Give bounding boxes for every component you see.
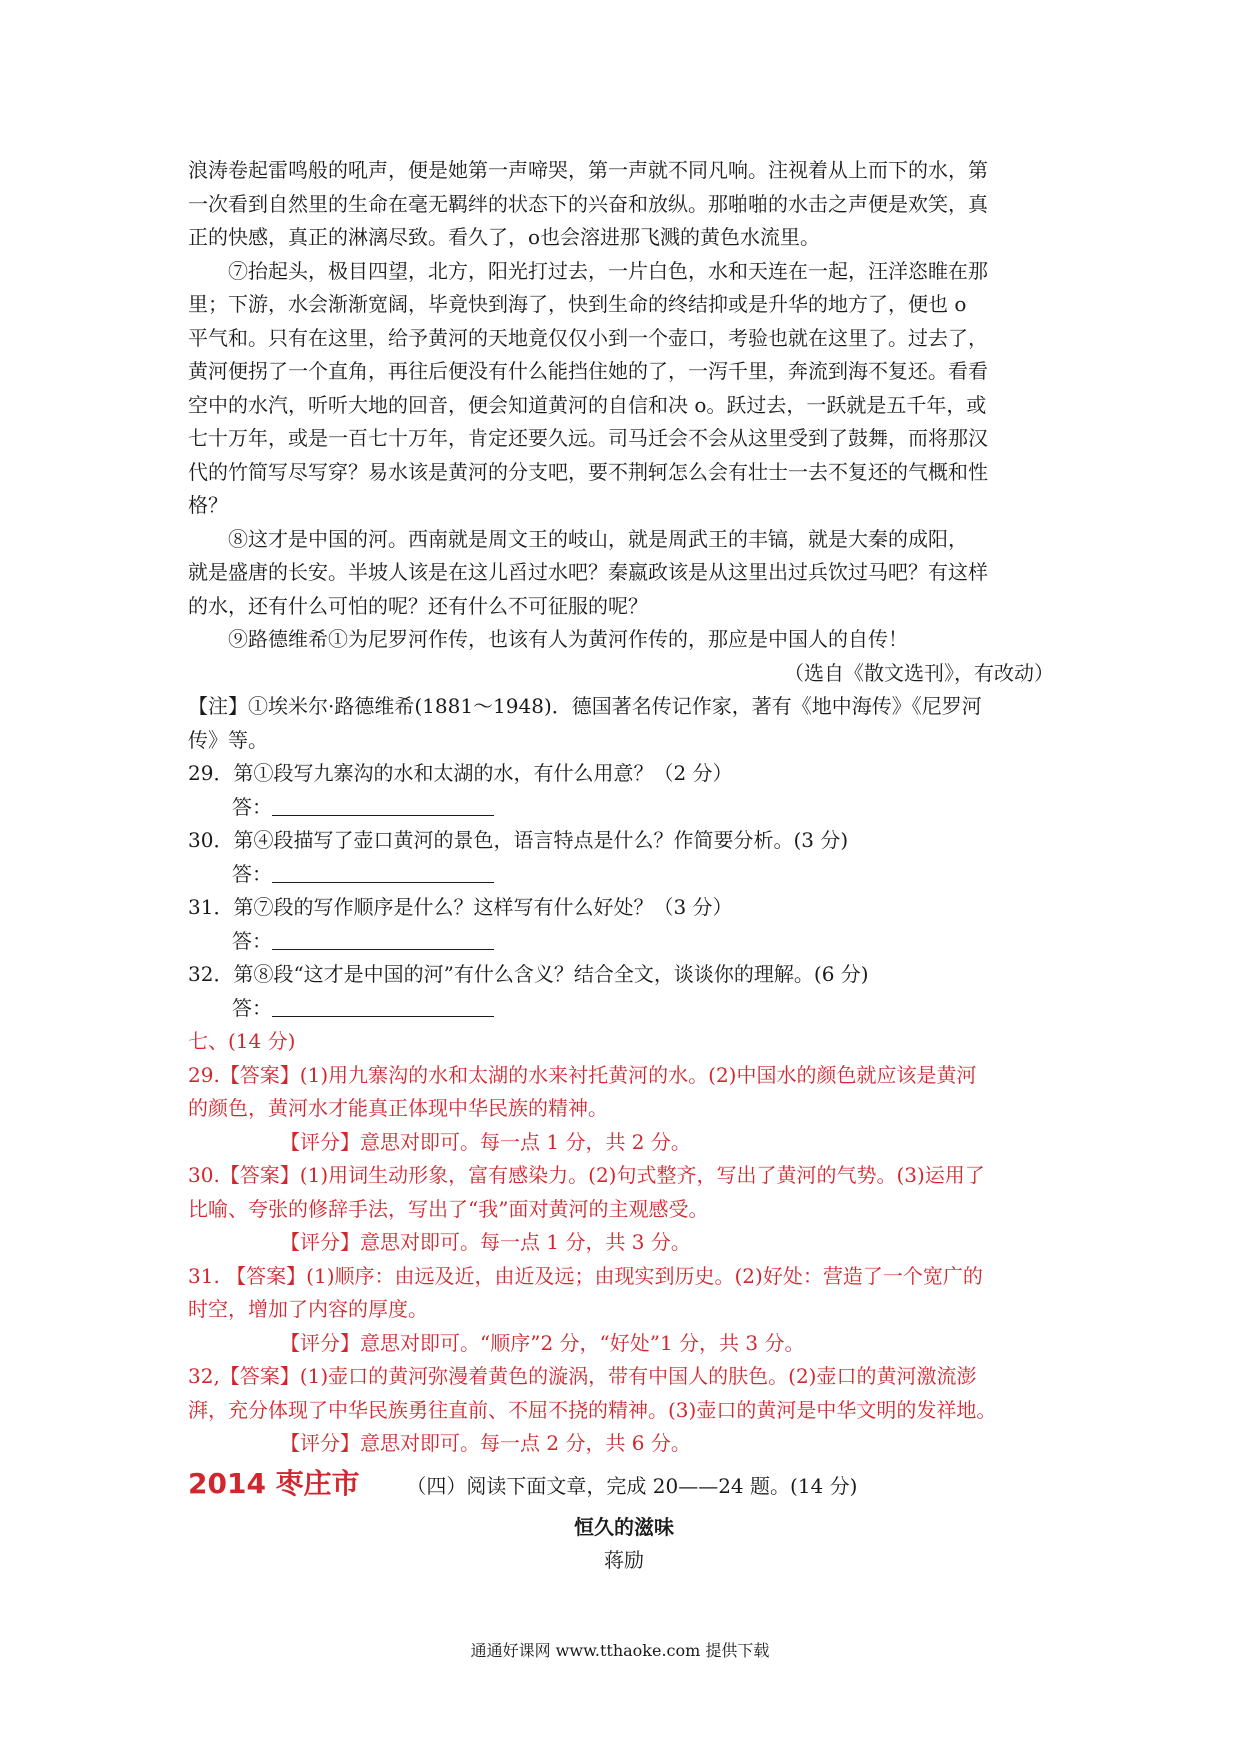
- passage-line: 平气和。只有在这里，给予黄河的天地竟仅仅小到一个壶口，考验也就在这里了。过去了，: [188, 325, 988, 350]
- answer-blank-30[interactable]: [188, 858, 1060, 892]
- answer-label: 答：: [232, 861, 272, 886]
- answer-underline[interactable]: [272, 927, 494, 950]
- answer-underline[interactable]: [272, 860, 494, 883]
- section-instruction: （四）阅读下面文章，完成 20——24 题。(14 分): [406, 1473, 858, 1498]
- passage-line: 黄河便拐了一个直角，再往后便没有什么能挡住她的了，一泻千里，奔流到海不复还。看看: [188, 359, 988, 383]
- region-tag: 2014 枣庄市: [188, 1466, 360, 1500]
- passage-line: 浪涛卷起雷鸣般的吼声，便是她第一声啼哭，第一声就不同凡响。注视着从上而下的水，第: [188, 158, 988, 182]
- answer-section-title: 七、(14 分): [188, 1029, 296, 1053]
- answer-blank-32[interactable]: [188, 992, 1060, 1026]
- passage-line: ⑨路德维希①为尼罗河作传，也该有人为黄河作传的，那应是中国人的自传！: [228, 627, 908, 651]
- passage-line: 空中的水汽，听听大地的回音，便会知道黄河的自信和决 o。跃过去，一跃就是五千年，或: [188, 392, 987, 417]
- answer-29-line: 的颜色，黄河水才能真正体现中华民族的精神。: [188, 1096, 608, 1120]
- answer-blank-29[interactable]: [188, 791, 1060, 825]
- passage-line: ⑧这才是中国的河。西南就是周文王的岐山，就是周武王的丰镐，就是大秦的成阳，: [228, 526, 968, 551]
- footnote-line: 传》等。: [188, 727, 268, 752]
- passage-source: （选自《散文选刊》，有改动）: [784, 660, 1054, 685]
- answer-31-line: 31. 【答案】(1)顺序：由远及近，由近及远；由现实到历史。(2)好处：营造了一个宽广的: [188, 1263, 983, 1288]
- answer-label: 答：: [232, 995, 272, 1020]
- article-title: 恒久的滋味: [574, 1514, 674, 1539]
- question-30: 30．第④段描写了壶口黄河的景色，语言特点是什么？作简要分析。(3 分): [188, 828, 849, 852]
- answer-underline[interactable]: [272, 994, 494, 1017]
- page-footer: 通通好课网 www.tthaoke.com 提供下载: [470, 1641, 770, 1660]
- answer-29-line: 29.【答案】(1)用九寨沟的水和太湖的水来衬托黄河的水。(2)中国水的颜色就应该是黄河: [188, 1062, 977, 1087]
- document-page: [188, 154, 1060, 1578]
- article-author: 蒋励: [604, 1548, 644, 1572]
- passage-line: 的水，还有什么可怕的呢？还有什么不可征服的呢？: [188, 593, 648, 618]
- passage-line: 正的快感，真正的淋漓尽致。看久了，o也会溶进那飞溅的黄色水流里。: [188, 225, 821, 249]
- passage-line: 一次看到自然里的生命在毫无羁绊的状态下的兴奋和放纵。那啪啪的水击之声便是欢笑，真: [188, 191, 988, 216]
- question-29: 29．第①段写九寨沟的水和太湖的水，有什么用意？（2 分）: [188, 761, 733, 785]
- passage-line: ⑦抬起头，极目四望，北方，阳光打过去，一片白色，水和天连在一起，汪洋恣睢在那: [228, 258, 988, 283]
- answer-30-line: 30.【答案】(1)用词生动形象，富有感染力。(2)句式整齐，写出了黄河的气势。(3)运用了: [188, 1163, 985, 1187]
- scoring-31: 【评分】意思对即可。“顺序”2 分，“好处”1 分，共 3 分。: [280, 1330, 805, 1355]
- answer-label: 答：: [232, 794, 272, 819]
- passage-line: 里；下游，水会渐渐宽阔，毕竟快到海了，快到生命的终结抑或是升华的地方了，便也 o: [188, 292, 967, 316]
- footnote-line: 【注】①埃米尔·路德维希(1881～1948)．德国著名传记作家，著有《地中海传》《尼罗河: [188, 694, 982, 718]
- scoring-32: 【评分】意思对即可。每一点 2 分，共 6 分。: [280, 1431, 691, 1455]
- answer-blank-31[interactable]: [188, 925, 1060, 959]
- question-31: 31．第⑦段的写作顺序是什么？这样写有什么好处？（3 分）: [188, 895, 733, 919]
- answer-32-line: 32,【答案】(1)壶口的黄河弥漫着黄色的漩涡，带有中国人的肤色。(2)壶口的黄河激流澎: [188, 1364, 977, 1388]
- question-32: 32．第⑧段“这才是中国的河”有什么含义？结合全文，谈谈你的理解。(6 分): [188, 962, 869, 986]
- scoring-30: 【评分】意思对即可。每一点 1 分，共 3 分。: [280, 1230, 691, 1254]
- answer-underline[interactable]: [272, 793, 494, 816]
- answer-30-line: 比喻、夸张的修辞手法，写出了“我”面对黄河的主观感受。: [188, 1196, 709, 1221]
- passage-line: 就是盛唐的长安。半坡人该是在这儿舀过水吧？秦嬴政该是从这里出过兵饮过马吧？有这样: [188, 560, 988, 584]
- passage-line: 格？: [188, 493, 228, 517]
- next-section-header: [188, 1461, 1060, 1507]
- passage-line: 代的竹简写尽写穿？易水该是黄河的分支吧，要不荆轲怎么会有壮士一去不复还的气概和性: [188, 459, 988, 484]
- passage-line: 七十万年，或是一百七十万年，肯定还要久远。司马迁会不会从这里受到了鼓舞，而将那汉: [188, 426, 988, 450]
- scoring-29: 【评分】意思对即可。每一点 1 分，共 2 分。: [280, 1129, 691, 1154]
- answer-32-line: 湃，充分体现了中华民族勇往直前、不屈不挠的精神。(3)壶口的黄河是中华文明的发祥地。: [188, 1397, 997, 1422]
- answer-label: 答：: [232, 928, 272, 953]
- answer-31-line: 时空，增加了内容的厚度。: [188, 1297, 428, 1321]
